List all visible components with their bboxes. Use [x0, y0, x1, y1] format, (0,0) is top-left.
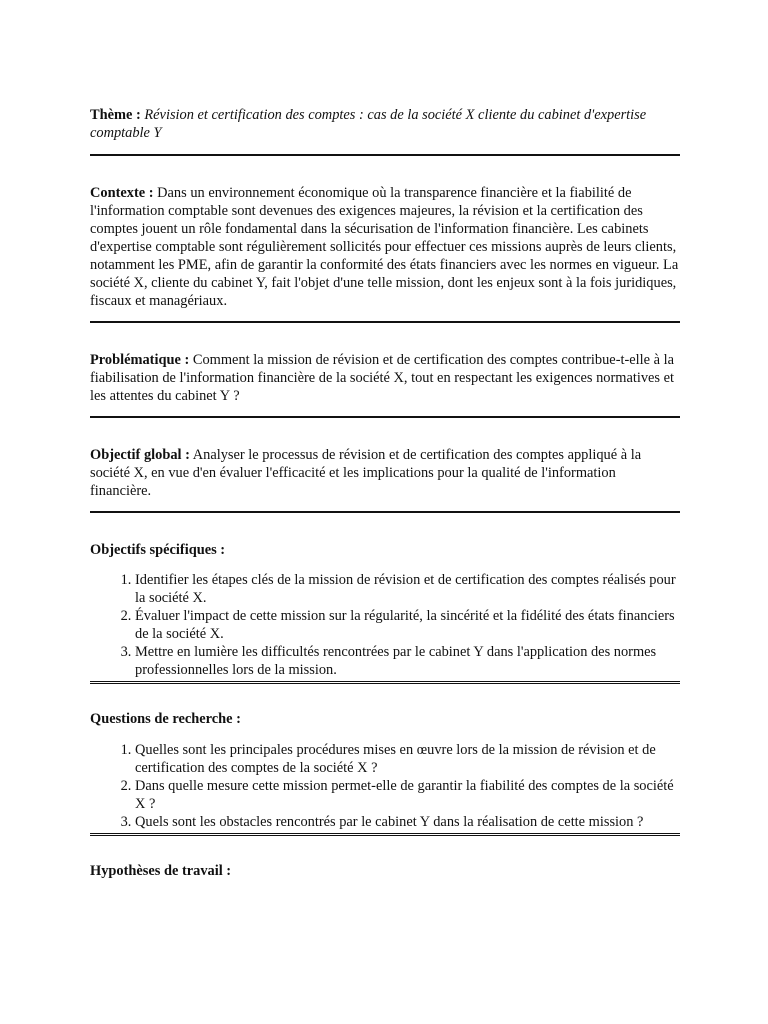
list-item: 2. Évaluer l'impact de cette mission sur la régularité, la sincérité et la fidélité des états financiers de la société X.: [135, 607, 680, 643]
objectif-global-label: Objectif global :: [90, 447, 190, 463]
contexte-text: Dans un environnement économique où la transparence financière et la fiabilité de l'information comptable sont devenues des exigences majeures, la révision et la certification des comptes jouent un rôle fondamental dans la sécurisation de l'information financière. Les cabinets d'expertise comptable sont régulièrement sollicités pour effectuer ces missions auprès de leurs clients, notamment les PME, afin de garantir la conformité des états financiers avec les normes en vigueur. La société X, cliente du cabinet Y, fait l'objet d'une telle mission, dont les enjeux sont à la fois juridiques, fiscaux et managériaux.: [90, 185, 679, 309]
list-item: 3. Quels sont les obstacles rencontrés par le cabinet Y dans la réalisation de cette mission ?: [135, 813, 680, 831]
objectifs-specifiques-list: [90, 571, 680, 679]
list-item: 2. Dans quelle mesure cette mission permet-elle de garantir la fiabilité des comptes de la société X ?: [135, 777, 680, 813]
questions-recherche-list: [90, 741, 680, 831]
hypotheses-heading: Hypothèses de travail :: [90, 863, 232, 879]
questions-recherche-heading: Questions de recherche :: [90, 711, 241, 727]
contexte-paragraph: [90, 184, 680, 310]
list-item: 1. Quelles sont les principales procédures mises en œuvre lors de la mission de révision et de certification des comptes de la société X ?: [135, 741, 680, 777]
problematique-label: Problématique :: [90, 352, 190, 368]
problematique-paragraph: [90, 351, 680, 405]
theme-label: Thème :: [90, 107, 141, 123]
objectif-global-paragraph: [90, 446, 680, 500]
document-page: [90, 106, 680, 880]
objectifs-specifiques-heading: Objectifs spécifiques :: [90, 542, 226, 558]
theme-paragraph: [90, 106, 680, 142]
objectif-global-text: Analyser le processus de révision et de certification des comptes appliqué à la société X, en vue d'en évaluer l'efficacité et les implications pour la qualité de l'information financière.: [90, 447, 642, 499]
theme-text: Révision et certification des comptes : cas de la société X cliente du cabinet d'expertise comptable Y: [90, 107, 647, 141]
problematique-text: Comment la mission de révision et de certification des comptes contribue-t-elle à la fiabilisation de l'information financière de la société X, tout en respectant les exigences normatives et les attentes du cabinet Y ?: [90, 352, 675, 404]
list-item: 3. Mettre en lumière les difficultés rencontrées par le cabinet Y dans l'application des normes professionnelles lors de la mission.: [135, 643, 680, 679]
list-item: 1. Identifier les étapes clés de la mission de révision et de certification des comptes réalisés pour la société X.: [135, 571, 680, 607]
contexte-label: Contexte :: [90, 185, 154, 201]
